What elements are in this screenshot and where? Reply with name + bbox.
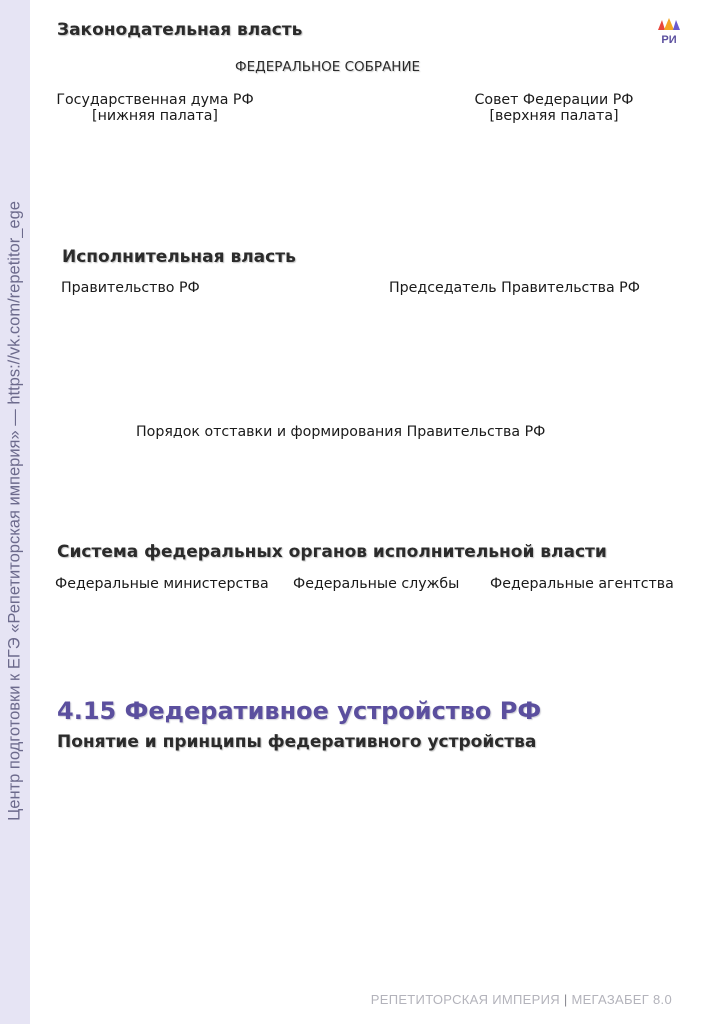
federation-council-name: Совет Федерации РФ <box>474 92 634 108</box>
state-duma-note: [нижняя палата] <box>92 108 218 124</box>
footer-brand: РЕПЕТИТОРСКАЯ ИМПЕРИЯ <box>370 992 560 1007</box>
services-label: Федеральные службы <box>293 576 460 592</box>
state-duma-name: Государственная дума РФ <box>56 92 254 108</box>
executive-title: Исполнительная власть <box>62 247 296 267</box>
agencies-label: Федеральные агентства <box>490 576 674 592</box>
resignation-label: Порядок отставки и формирования Правительства РФ <box>136 424 546 440</box>
footer <box>371 992 672 1007</box>
system-title: Система федеральных органов исполнительной власти <box>57 542 607 562</box>
logo-text: РИ <box>661 34 677 46</box>
sidebar-banner <box>0 0 30 1024</box>
crown-logo-icon <box>654 16 684 46</box>
footer-event: МЕГАЗАБЕГ 8.0 <box>571 992 672 1007</box>
footer-separator: | <box>563 992 568 1007</box>
federal-structure-subtitle: Понятие и принципы федеративного устройства <box>57 732 537 752</box>
legislative-title: Законодательная власть <box>57 20 303 40</box>
state-duma-block <box>46 92 264 124</box>
sidebar-banner-text: Центр подготовки к ЕГЭ «Репетиторская империя» — https://vk.com/repetitor_ege <box>5 201 24 821</box>
federation-council-block <box>465 92 643 124</box>
federal-structure-title: 4.15 Федеративное устройство РФ <box>57 697 542 725</box>
government-label: Правительство РФ <box>61 280 200 296</box>
federation-council-note: [верхняя палата] <box>489 108 619 124</box>
chairman-label: Председатель Правительства РФ <box>389 280 640 296</box>
ministries-label: Федеральные министерства <box>55 576 269 592</box>
federal-assembly-subtitle: ФЕДЕРАЛЬНОЕ СОБРАНИЕ <box>235 59 421 75</box>
